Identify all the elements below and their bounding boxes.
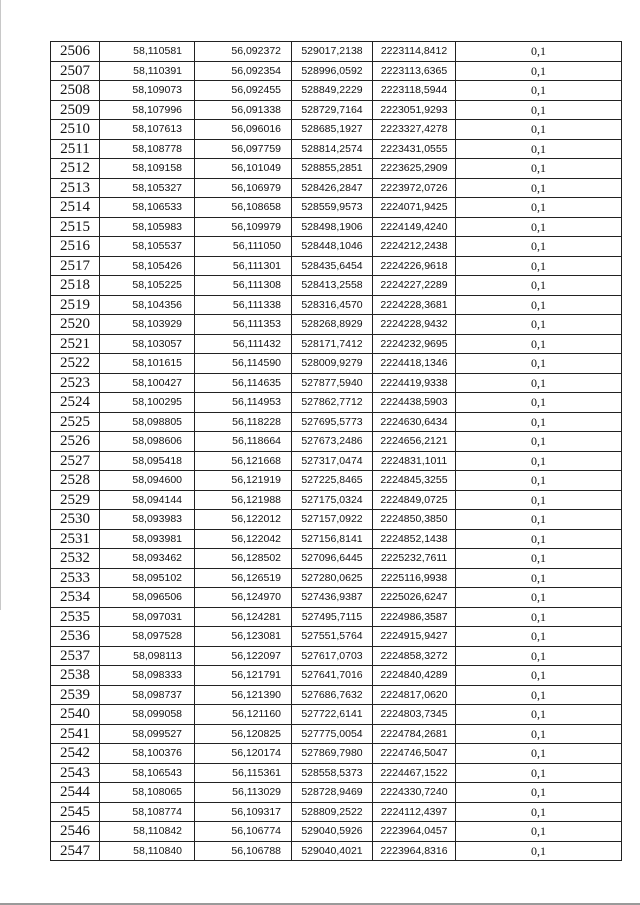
- table-row: [51, 685, 622, 705]
- y-coordinate-cell: 2224149,4240: [373, 217, 456, 237]
- latitude-cell: 58,094144: [100, 490, 195, 510]
- x-coordinate-cell: 528448,1046: [292, 237, 373, 257]
- table-row: [51, 724, 622, 744]
- x-coordinate-cell: 528559,9573: [292, 198, 373, 218]
- longitude-cell: 56,118664: [195, 432, 292, 452]
- longitude-cell: 56,122012: [195, 510, 292, 530]
- longitude-cell: 56,108658: [195, 198, 292, 218]
- longitude-cell: 56,115361: [195, 763, 292, 783]
- longitude-cell: 56,123081: [195, 627, 292, 647]
- longitude-cell: 56,124281: [195, 607, 292, 627]
- y-coordinate-cell: 2224858,3272: [373, 646, 456, 666]
- value-cell: 0,1: [456, 256, 622, 276]
- latitude-cell: 58,098113: [100, 646, 195, 666]
- value-cell: 0,1: [456, 802, 622, 822]
- point-number-cell: 2523: [51, 373, 100, 393]
- value-cell: 0,1: [456, 295, 622, 315]
- latitude-cell: 58,093983: [100, 510, 195, 530]
- latitude-cell: 58,110840: [100, 841, 195, 861]
- x-coordinate-cell: 528809,2522: [292, 802, 373, 822]
- latitude-cell: 58,103057: [100, 334, 195, 354]
- y-coordinate-cell: 2223118,5944: [373, 81, 456, 101]
- x-coordinate-cell: 528413,2558: [292, 276, 373, 296]
- value-cell: 0,1: [456, 237, 622, 257]
- latitude-cell: 58,094600: [100, 471, 195, 491]
- x-coordinate-cell: 527280,0625: [292, 568, 373, 588]
- y-coordinate-cell: 2224419,9338: [373, 373, 456, 393]
- latitude-cell: 58,095418: [100, 451, 195, 471]
- x-coordinate-cell: 527157,0922: [292, 510, 373, 530]
- longitude-cell: 56,109979: [195, 217, 292, 237]
- value-cell: 0,1: [456, 724, 622, 744]
- y-coordinate-cell: 2224831,1011: [373, 451, 456, 471]
- table-row: [51, 217, 622, 237]
- latitude-cell: 58,100376: [100, 744, 195, 764]
- table-row: [51, 549, 622, 569]
- latitude-cell: 58,101615: [100, 354, 195, 374]
- x-coordinate-cell: 527156,8141: [292, 529, 373, 549]
- x-coordinate-cell: 528316,4570: [292, 295, 373, 315]
- y-coordinate-cell: 2224418,1346: [373, 354, 456, 374]
- table-row: [51, 490, 622, 510]
- table-row: [51, 705, 622, 725]
- table-row: [51, 529, 622, 549]
- longitude-cell: 56,114635: [195, 373, 292, 393]
- y-coordinate-cell: 2224467,1522: [373, 763, 456, 783]
- point-number-cell: 2527: [51, 451, 100, 471]
- longitude-cell: 56,092455: [195, 81, 292, 101]
- longitude-cell: 56,106979: [195, 178, 292, 198]
- table-row: [51, 763, 622, 783]
- x-coordinate-cell: 527225,8465: [292, 471, 373, 491]
- latitude-cell: 58,093981: [100, 529, 195, 549]
- point-number-cell: 2518: [51, 276, 100, 296]
- value-cell: 0,1: [456, 354, 622, 374]
- point-number-cell: 2533: [51, 568, 100, 588]
- value-cell: 0,1: [456, 276, 622, 296]
- y-coordinate-cell: 2223625,2909: [373, 159, 456, 179]
- y-coordinate-cell: 2224228,9432: [373, 315, 456, 335]
- point-number-cell: 2511: [51, 139, 100, 159]
- y-coordinate-cell: 2224226,9618: [373, 256, 456, 276]
- scan-edge-line: [0, 0, 1, 610]
- latitude-cell: 58,108774: [100, 802, 195, 822]
- table-row: [51, 627, 622, 647]
- x-coordinate-cell: 527175,0324: [292, 490, 373, 510]
- coordinates-table: [50, 41, 622, 861]
- value-cell: 0,1: [456, 627, 622, 647]
- longitude-cell: 56,111432: [195, 334, 292, 354]
- x-coordinate-cell: 527722,6141: [292, 705, 373, 725]
- x-coordinate-cell: 527617,0703: [292, 646, 373, 666]
- point-number-cell: 2515: [51, 217, 100, 237]
- latitude-cell: 58,104356: [100, 295, 195, 315]
- value-cell: 0,1: [456, 549, 622, 569]
- point-number-cell: 2521: [51, 334, 100, 354]
- point-number-cell: 2531: [51, 529, 100, 549]
- latitude-cell: 58,110391: [100, 61, 195, 81]
- latitude-cell: 58,109073: [100, 81, 195, 101]
- y-coordinate-cell: 2224986,3587: [373, 607, 456, 627]
- longitude-cell: 56,106774: [195, 822, 292, 842]
- value-cell: 0,1: [456, 529, 622, 549]
- table-row: [51, 822, 622, 842]
- latitude-cell: 58,107996: [100, 100, 195, 120]
- longitude-cell: 56,113029: [195, 783, 292, 803]
- y-coordinate-cell: 2224850,3850: [373, 510, 456, 530]
- longitude-cell: 56,121390: [195, 685, 292, 705]
- table-row: [51, 61, 622, 81]
- latitude-cell: 58,097031: [100, 607, 195, 627]
- point-number-cell: 2514: [51, 198, 100, 218]
- longitude-cell: 56,126519: [195, 568, 292, 588]
- x-coordinate-cell: 527686,7632: [292, 685, 373, 705]
- latitude-cell: 58,099527: [100, 724, 195, 744]
- longitude-cell: 56,111338: [195, 295, 292, 315]
- latitude-cell: 58,109158: [100, 159, 195, 179]
- point-number-cell: 2545: [51, 802, 100, 822]
- y-coordinate-cell: 2224840,4289: [373, 666, 456, 686]
- x-coordinate-cell: 527436,9387: [292, 588, 373, 608]
- x-coordinate-cell: 529040,5926: [292, 822, 373, 842]
- table-row: [51, 568, 622, 588]
- x-coordinate-cell: 528729,7164: [292, 100, 373, 120]
- point-number-cell: 2512: [51, 159, 100, 179]
- x-coordinate-cell: 527551,5764: [292, 627, 373, 647]
- y-coordinate-cell: 2224071,9425: [373, 198, 456, 218]
- longitude-cell: 56,111308: [195, 276, 292, 296]
- y-coordinate-cell: 2225232,7611: [373, 549, 456, 569]
- value-cell: 0,1: [456, 705, 622, 725]
- point-number-cell: 2536: [51, 627, 100, 647]
- value-cell: 0,1: [456, 120, 622, 140]
- latitude-cell: 58,110581: [100, 42, 195, 62]
- point-number-cell: 2509: [51, 100, 100, 120]
- x-coordinate-cell: 529017,2138: [292, 42, 373, 62]
- point-number-cell: 2529: [51, 490, 100, 510]
- x-coordinate-cell: 528685,1927: [292, 120, 373, 140]
- longitude-cell: 56,128502: [195, 549, 292, 569]
- value-cell: 0,1: [456, 783, 622, 803]
- value-cell: 0,1: [456, 451, 622, 471]
- table-row: [51, 588, 622, 608]
- latitude-cell: 58,095102: [100, 568, 195, 588]
- point-number-cell: 2540: [51, 705, 100, 725]
- x-coordinate-cell: 528814,2574: [292, 139, 373, 159]
- longitude-cell: 56,118228: [195, 412, 292, 432]
- longitude-cell: 56,111301: [195, 256, 292, 276]
- longitude-cell: 56,121988: [195, 490, 292, 510]
- x-coordinate-cell: 528268,8929: [292, 315, 373, 335]
- point-number-cell: 2513: [51, 178, 100, 198]
- x-coordinate-cell: 527695,5773: [292, 412, 373, 432]
- point-number-cell: 2546: [51, 822, 100, 842]
- latitude-cell: 58,107613: [100, 120, 195, 140]
- longitude-cell: 56,120174: [195, 744, 292, 764]
- table-row: [51, 315, 622, 335]
- y-coordinate-cell: 2223327,4278: [373, 120, 456, 140]
- latitude-cell: 58,105225: [100, 276, 195, 296]
- point-number-cell: 2530: [51, 510, 100, 530]
- table-row: [51, 276, 622, 296]
- point-number-cell: 2510: [51, 120, 100, 140]
- point-number-cell: 2541: [51, 724, 100, 744]
- y-coordinate-cell: 2223051,9293: [373, 100, 456, 120]
- y-coordinate-cell: 2223964,0457: [373, 822, 456, 842]
- table-row: [51, 607, 622, 627]
- value-cell: 0,1: [456, 822, 622, 842]
- table-row: [51, 178, 622, 198]
- longitude-cell: 56,092354: [195, 61, 292, 81]
- longitude-cell: 56,092372: [195, 42, 292, 62]
- x-coordinate-cell: 527641,7016: [292, 666, 373, 686]
- latitude-cell: 58,100427: [100, 373, 195, 393]
- longitude-cell: 56,122042: [195, 529, 292, 549]
- latitude-cell: 58,098333: [100, 666, 195, 686]
- value-cell: 0,1: [456, 763, 622, 783]
- point-number-cell: 2519: [51, 295, 100, 315]
- table-row: [51, 120, 622, 140]
- table-row: [51, 237, 622, 257]
- latitude-cell: 58,108778: [100, 139, 195, 159]
- latitude-cell: 58,098606: [100, 432, 195, 452]
- y-coordinate-cell: 2225026,6247: [373, 588, 456, 608]
- value-cell: 0,1: [456, 607, 622, 627]
- longitude-cell: 56,109317: [195, 802, 292, 822]
- y-coordinate-cell: 2224228,3681: [373, 295, 456, 315]
- point-number-cell: 2544: [51, 783, 100, 803]
- y-coordinate-cell: 2224845,3255: [373, 471, 456, 491]
- table-row: [51, 354, 622, 374]
- latitude-cell: 58,105426: [100, 256, 195, 276]
- longitude-cell: 56,122097: [195, 646, 292, 666]
- latitude-cell: 58,100295: [100, 393, 195, 413]
- table-row: [51, 373, 622, 393]
- point-number-cell: 2517: [51, 256, 100, 276]
- table-row: [51, 334, 622, 354]
- point-number-cell: 2539: [51, 685, 100, 705]
- value-cell: 0,1: [456, 61, 622, 81]
- y-coordinate-cell: 2224849,0725: [373, 490, 456, 510]
- value-cell: 0,1: [456, 744, 622, 764]
- value-cell: 0,1: [456, 139, 622, 159]
- point-number-cell: 2538: [51, 666, 100, 686]
- point-number-cell: 2537: [51, 646, 100, 666]
- longitude-cell: 56,111353: [195, 315, 292, 335]
- value-cell: 0,1: [456, 159, 622, 179]
- longitude-cell: 56,114953: [195, 393, 292, 413]
- latitude-cell: 58,105537: [100, 237, 195, 257]
- y-coordinate-cell: 2224784,2681: [373, 724, 456, 744]
- x-coordinate-cell: 528996,0592: [292, 61, 373, 81]
- longitude-cell: 56,121668: [195, 451, 292, 471]
- table-row: [51, 198, 622, 218]
- longitude-cell: 56,097759: [195, 139, 292, 159]
- latitude-cell: 58,097528: [100, 627, 195, 647]
- x-coordinate-cell: 527317,0474: [292, 451, 373, 471]
- point-number-cell: 2534: [51, 588, 100, 608]
- table-row: [51, 100, 622, 120]
- x-coordinate-cell: 527869,7980: [292, 744, 373, 764]
- y-coordinate-cell: 2224746,5047: [373, 744, 456, 764]
- x-coordinate-cell: 527673,2486: [292, 432, 373, 452]
- point-number-cell: 2506: [51, 42, 100, 62]
- table-row: [51, 412, 622, 432]
- latitude-cell: 58,106533: [100, 198, 195, 218]
- value-cell: 0,1: [456, 42, 622, 62]
- y-coordinate-cell: 2224330,7240: [373, 783, 456, 803]
- value-cell: 0,1: [456, 666, 622, 686]
- point-number-cell: 2543: [51, 763, 100, 783]
- x-coordinate-cell: 528855,2851: [292, 159, 373, 179]
- x-coordinate-cell: 528728,9469: [292, 783, 373, 803]
- value-cell: 0,1: [456, 841, 622, 861]
- value-cell: 0,1: [456, 412, 622, 432]
- x-coordinate-cell: 528171,7412: [292, 334, 373, 354]
- y-coordinate-cell: 2224212,2438: [373, 237, 456, 257]
- x-coordinate-cell: 528426,2847: [292, 178, 373, 198]
- coordinates-table-body: [51, 42, 622, 861]
- value-cell: 0,1: [456, 685, 622, 705]
- y-coordinate-cell: 2223964,8316: [373, 841, 456, 861]
- longitude-cell: 56,096016: [195, 120, 292, 140]
- value-cell: 0,1: [456, 178, 622, 198]
- table-row: [51, 393, 622, 413]
- y-coordinate-cell: 2224817,0620: [373, 685, 456, 705]
- y-coordinate-cell: 2224915,9427: [373, 627, 456, 647]
- latitude-cell: 58,105983: [100, 217, 195, 237]
- point-number-cell: 2542: [51, 744, 100, 764]
- point-number-cell: 2528: [51, 471, 100, 491]
- value-cell: 0,1: [456, 432, 622, 452]
- longitude-cell: 56,121919: [195, 471, 292, 491]
- latitude-cell: 58,099058: [100, 705, 195, 725]
- table-row: [51, 802, 622, 822]
- value-cell: 0,1: [456, 217, 622, 237]
- y-coordinate-cell: 2223431,0555: [373, 139, 456, 159]
- table-row: [51, 159, 622, 179]
- value-cell: 0,1: [456, 81, 622, 101]
- value-cell: 0,1: [456, 568, 622, 588]
- point-number-cell: 2522: [51, 354, 100, 374]
- table-row: [51, 841, 622, 861]
- longitude-cell: 56,114590: [195, 354, 292, 374]
- point-number-cell: 2508: [51, 81, 100, 101]
- table-row: [51, 139, 622, 159]
- point-number-cell: 2547: [51, 841, 100, 861]
- value-cell: 0,1: [456, 198, 622, 218]
- point-number-cell: 2516: [51, 237, 100, 257]
- longitude-cell: 56,111050: [195, 237, 292, 257]
- x-coordinate-cell: 527862,7712: [292, 393, 373, 413]
- y-coordinate-cell: 2224227,2289: [373, 276, 456, 296]
- table-row: [51, 646, 622, 666]
- y-coordinate-cell: 2224112,4397: [373, 802, 456, 822]
- x-coordinate-cell: 528498,1906: [292, 217, 373, 237]
- point-number-cell: 2525: [51, 412, 100, 432]
- x-coordinate-cell: 529040,4021: [292, 841, 373, 861]
- table-row: [51, 256, 622, 276]
- y-coordinate-cell: 2223972,0726: [373, 178, 456, 198]
- table-row: [51, 783, 622, 803]
- value-cell: 0,1: [456, 373, 622, 393]
- latitude-cell: 58,106543: [100, 763, 195, 783]
- x-coordinate-cell: 527096,6445: [292, 549, 373, 569]
- value-cell: 0,1: [456, 100, 622, 120]
- y-coordinate-cell: 2224852,1438: [373, 529, 456, 549]
- longitude-cell: 56,091338: [195, 100, 292, 120]
- table-row: [51, 744, 622, 764]
- table-row: [51, 81, 622, 101]
- longitude-cell: 56,101049: [195, 159, 292, 179]
- value-cell: 0,1: [456, 393, 622, 413]
- longitude-cell: 56,124970: [195, 588, 292, 608]
- point-number-cell: 2532: [51, 549, 100, 569]
- table-row: [51, 666, 622, 686]
- table-row: [51, 471, 622, 491]
- point-number-cell: 2526: [51, 432, 100, 452]
- latitude-cell: 58,093462: [100, 549, 195, 569]
- longitude-cell: 56,121160: [195, 705, 292, 725]
- value-cell: 0,1: [456, 646, 622, 666]
- latitude-cell: 58,105327: [100, 178, 195, 198]
- value-cell: 0,1: [456, 490, 622, 510]
- longitude-cell: 56,120825: [195, 724, 292, 744]
- x-coordinate-cell: 528435,6454: [292, 256, 373, 276]
- y-coordinate-cell: 2224232,9695: [373, 334, 456, 354]
- y-coordinate-cell: 2223113,6365: [373, 61, 456, 81]
- point-number-cell: 2507: [51, 61, 100, 81]
- value-cell: 0,1: [456, 334, 622, 354]
- latitude-cell: 58,108065: [100, 783, 195, 803]
- x-coordinate-cell: 528849,2229: [292, 81, 373, 101]
- point-number-cell: 2524: [51, 393, 100, 413]
- table-row: [51, 510, 622, 530]
- y-coordinate-cell: 2224656,2121: [373, 432, 456, 452]
- y-coordinate-cell: 2224630,6434: [373, 412, 456, 432]
- x-coordinate-cell: 528558,5373: [292, 763, 373, 783]
- latitude-cell: 58,103929: [100, 315, 195, 335]
- value-cell: 0,1: [456, 588, 622, 608]
- y-coordinate-cell: 2224438,5903: [373, 393, 456, 413]
- x-coordinate-cell: 527775,0054: [292, 724, 373, 744]
- value-cell: 0,1: [456, 471, 622, 491]
- x-coordinate-cell: 528009,9279: [292, 354, 373, 374]
- latitude-cell: 58,098805: [100, 412, 195, 432]
- latitude-cell: 58,098737: [100, 685, 195, 705]
- latitude-cell: 58,096506: [100, 588, 195, 608]
- table-row: [51, 42, 622, 62]
- point-number-cell: 2520: [51, 315, 100, 335]
- longitude-cell: 56,121791: [195, 666, 292, 686]
- table-row: [51, 432, 622, 452]
- value-cell: 0,1: [456, 315, 622, 335]
- value-cell: 0,1: [456, 510, 622, 530]
- table-row: [51, 451, 622, 471]
- latitude-cell: 58,110842: [100, 822, 195, 842]
- x-coordinate-cell: 527877,5940: [292, 373, 373, 393]
- x-coordinate-cell: 527495,7115: [292, 607, 373, 627]
- y-coordinate-cell: 2225116,9938: [373, 568, 456, 588]
- y-coordinate-cell: 2224803,7345: [373, 705, 456, 725]
- y-coordinate-cell: 2223114,8412: [373, 42, 456, 62]
- longitude-cell: 56,106788: [195, 841, 292, 861]
- point-number-cell: 2535: [51, 607, 100, 627]
- table-row: [51, 295, 622, 315]
